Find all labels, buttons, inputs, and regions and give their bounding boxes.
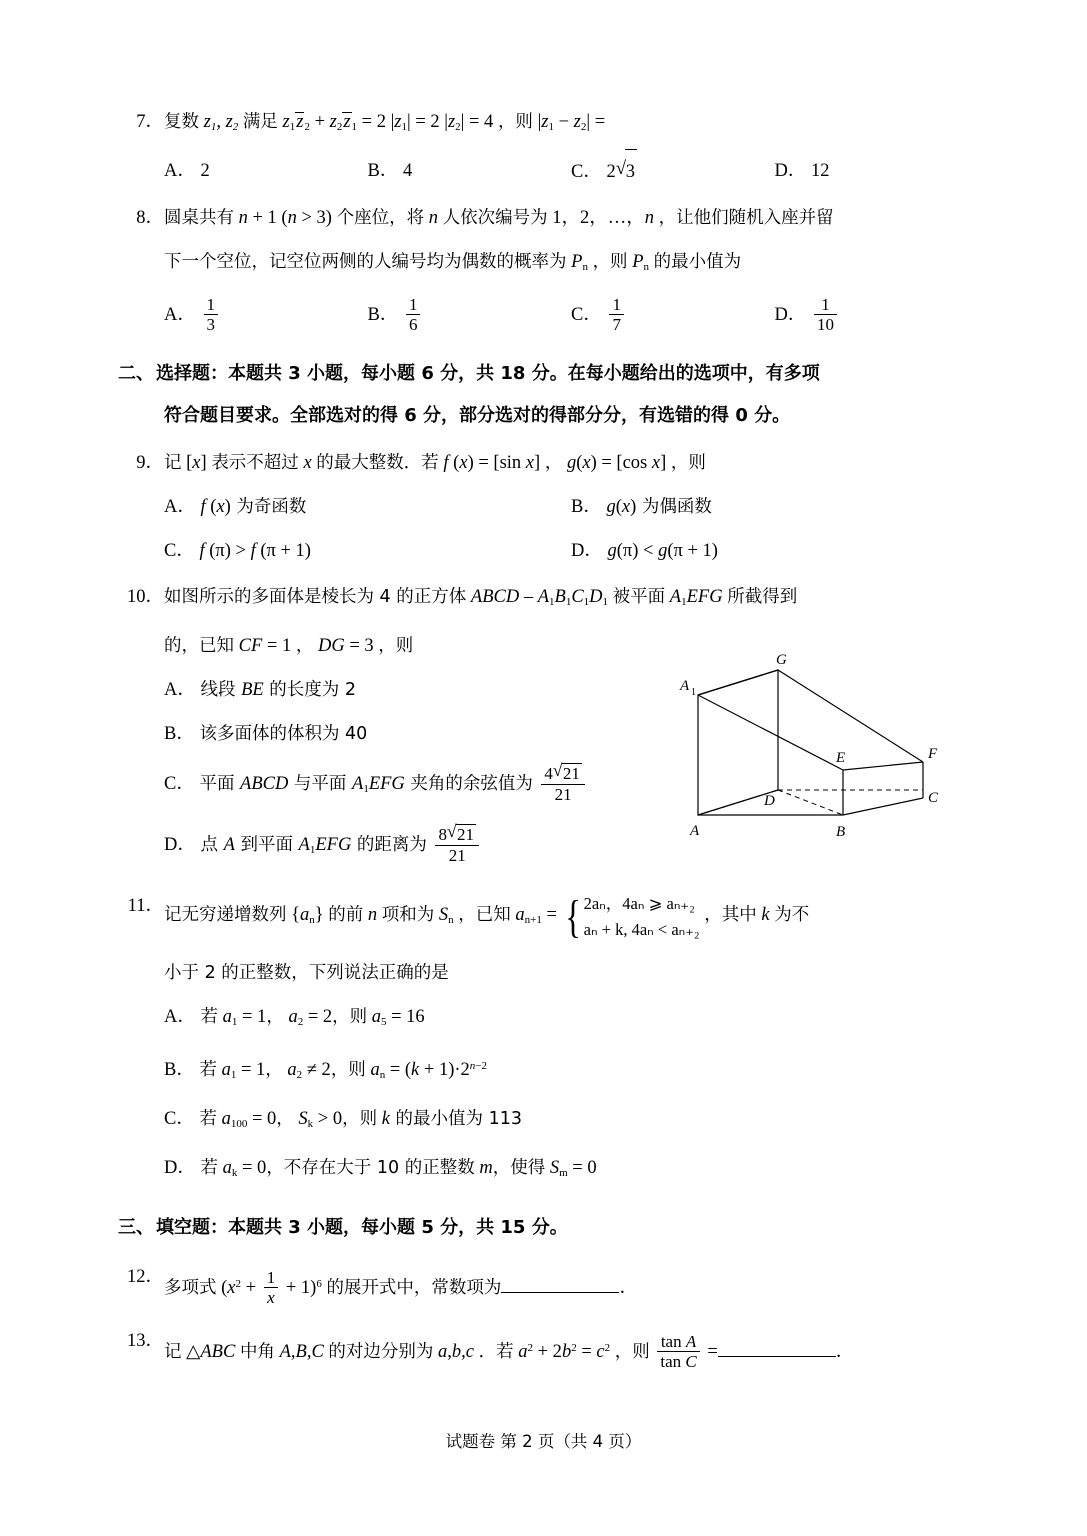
q13-g: ．若: [478, 1342, 514, 1362]
question-7-body: [164, 100, 978, 194]
q8-l1g: ，让他们随机入座并留: [658, 208, 834, 228]
question-9-options-row-1: [164, 485, 978, 529]
q12-c: ．: [619, 1278, 638, 1298]
q9-option-d[interactable]: D． g(π) < g(π + 1): [571, 541, 718, 561]
q7-option-d[interactable]: D． 12: [774, 161, 830, 181]
q13-f: a,b,c: [438, 1342, 474, 1362]
q7-option-a[interactable]: A． 2: [164, 161, 210, 181]
q9-a: 记: [164, 453, 182, 473]
question-13-stem: [164, 1319, 978, 1381]
svg-text:1: 1: [691, 687, 696, 698]
q11-l1b: $\{a_n\}$: [291, 905, 324, 926]
q13-i: ，则: [614, 1342, 650, 1362]
question-13: [118, 1319, 978, 1381]
question-12: [118, 1255, 978, 1317]
q10-l2d: DG = 3: [317, 636, 374, 656]
question-9-stem: [164, 441, 978, 485]
question-8-body: [164, 196, 978, 341]
svg-text:E: E: [836, 750, 846, 766]
q13-a: 记: [164, 1342, 182, 1362]
q13-answer-blank[interactable]: [718, 1356, 836, 1357]
q8-l2d: $P_n$: [632, 252, 649, 273]
q12-answer-blank[interactable]: [501, 1292, 619, 1293]
section-3-title: 填空题: [156, 1217, 210, 1238]
svg-text:F: F: [928, 746, 938, 762]
q9-g: ，: [544, 453, 563, 473]
q13-d: A,B,C: [279, 1342, 324, 1362]
q10-l1a: 如图所示的多面体是棱长为 4 的正方体: [164, 587, 467, 607]
q8-option-a[interactable]: A． $\frac{1}{3}$: [164, 289, 368, 341]
q8-l1a: 圆桌共有: [164, 208, 234, 228]
q13-b: △ABC: [186, 1342, 236, 1362]
q9-d: x: [303, 453, 312, 473]
q10-l1e: 所截得到: [727, 587, 798, 607]
question-11-body: [164, 884, 978, 1195]
q11-l1f: $S_n$: [438, 905, 454, 926]
svg-text:D: D: [764, 793, 775, 809]
q9-b: [x]: [186, 453, 207, 473]
q8-l2a: 下一个空位，记空位两侧的人编号均为偶数的概率为: [164, 252, 567, 272]
q9-option-b[interactable]: B． g(x) 为偶函数: [571, 497, 712, 517]
question-9: [118, 441, 978, 573]
q13-k: ．: [835, 1342, 855, 1362]
q9-i: ，则: [670, 453, 706, 473]
q8-l2e: 的最小值为: [653, 252, 742, 272]
page-footer: 试题卷 第 2 页（共 4 页）: [445, 1432, 642, 1451]
q13-c: 中角: [239, 1342, 275, 1362]
q9-h: g(x) = [cos x]: [566, 453, 667, 473]
q7-expr-end: $|z_1 - z_2|$ =: [537, 112, 606, 133]
q10-l1b: ABCD – $A_1B_1C_1D_1$: [470, 587, 609, 608]
q9-option-c[interactable]: C． f (π) > f (π + 1): [164, 541, 311, 561]
q9-f: f (x) = [sin x]: [443, 453, 541, 473]
q11-option-c[interactable]: C． 若 $a_{100} = 0$， $S_k > 0$，则 k 的最小值为 113: [164, 1109, 522, 1130]
question-9-number: 9．: [136, 453, 164, 473]
question-12-number: 12．: [126, 1267, 164, 1287]
q11-l1k: 为不: [774, 905, 810, 925]
q12-a: 多项式: [164, 1278, 217, 1298]
q13-e: 的对边分别为: [328, 1342, 434, 1362]
question-11: [118, 884, 978, 1195]
question-12-stem: [164, 1255, 978, 1317]
q9-option-a[interactable]: A． f (x) 为奇函数: [164, 497, 307, 517]
q8-l1b: n + 1 (n > 3): [238, 208, 332, 228]
q9-e: 的最大整数．若: [316, 453, 439, 473]
q12-b: 的展开式中，常数项为: [326, 1278, 502, 1298]
section-2-index: 二、: [118, 363, 154, 384]
q13-j: =: [707, 1342, 718, 1362]
q8-l1f: 1，2，…，n: [552, 208, 654, 228]
q10-option-a[interactable]: A． 线段 BE 的长度为 2: [164, 680, 356, 700]
question-11-number: 11．: [127, 896, 164, 916]
question-13-body: [164, 1319, 978, 1381]
question-7-number: 7．: [136, 112, 164, 132]
q10-l2b: CF = 1: [238, 636, 292, 656]
q8-l1d: n: [428, 208, 438, 228]
question-8-stem-line-2: [164, 240, 978, 289]
q10-option-d[interactable]: D． 点 A 到平面 $A_1EFG$ 的距离为 $\frac{8 √ 21}{21}$: [164, 817, 684, 878]
q11-option-d[interactable]: D． 若 $a_k = 0$，不存在大于 10 的正整数 m，使得 $S_m = 0$: [164, 1158, 597, 1179]
q11-l1h: $a_{n+1}$ =: [515, 905, 557, 926]
section-2-text-2: 符合题目要求。全部选对的得 6 分，部分选对的得部分分，有选错的得 0 分。: [164, 405, 791, 426]
q7-option-b[interactable]: B． 4: [367, 161, 413, 181]
q7-vars: $z_1$, $z_2$: [203, 112, 239, 133]
question-9-body: [164, 441, 978, 573]
section-3-heading: [118, 1207, 978, 1249]
q12-expr: ($x^2$ + $\frac{1}{x}$ + 1)$^6$: [221, 1267, 322, 1308]
q11-option-a[interactable]: A． 若 $a_1 = 1$， $a_2 = 2$，则 $a_5 = 16$: [164, 1007, 425, 1028]
q11-l1i: ，其中: [704, 905, 757, 925]
question-8-number: 8．: [136, 208, 164, 228]
q10-l2e: ，则: [378, 636, 414, 656]
q10-option-b[interactable]: B． 该多面体的体积为 40: [164, 724, 368, 744]
svg-text:C: C: [928, 790, 939, 806]
q8-option-b[interactable]: B． $\frac{1}{6}$: [368, 289, 572, 341]
q13-h: $a^2 + 2b^2 = c^2$: [518, 1342, 611, 1362]
q11-l1j: k: [761, 905, 770, 925]
question-11-stem-line-1: [164, 884, 978, 951]
q7-option-c[interactable]: C． 2 √ 3: [571, 149, 775, 194]
q11-l1c: 的前: [328, 905, 364, 925]
svg-text:A: A: [690, 823, 700, 839]
question-8-stem-line-1: [164, 196, 978, 240]
q10-l1d: $A_1EFG$: [669, 587, 723, 608]
question-12-body: [164, 1255, 978, 1317]
question-10-number: 10．: [126, 587, 164, 607]
q7-stem-then: ，则: [497, 112, 533, 132]
section-2-heading: [118, 353, 978, 437]
q9-c: 表示不超过: [211, 453, 299, 473]
question-8-options: [164, 289, 978, 341]
svg-text:A: A: [680, 678, 690, 694]
section-3-index: 三、: [118, 1217, 154, 1238]
q10-option-c[interactable]: C． 平面 ABCD 与平面 $A_1EFG$ 夹角的余弦值为 $\frac{4 √ 21}{21}$: [164, 756, 684, 817]
section-2-text: ：本题共 3 小题，每小题 6 分，共 18 分。在每小题给出的选项中，有多项: [210, 363, 820, 384]
q11-l1d: n: [367, 905, 378, 925]
q8-l1e: 人依次编号为: [442, 208, 548, 228]
svg-text:B: B: [836, 824, 846, 840]
q11-l1e: 项和为: [381, 905, 435, 925]
question-10-body: [164, 575, 978, 878]
question-8: [118, 196, 978, 341]
q11-l1a: 记无穷递增数列: [164, 905, 287, 925]
q8-l1c: 个座位，将: [336, 208, 425, 228]
section-3-text: ：本题共 3 小题，每小题 5 分，共 15 分。: [210, 1217, 568, 1238]
q11-case-1: 2aₙ，4aₙ ⩾ aₙ₊₂: [583, 893, 695, 913]
q7-expr: $z_1z_2 + z_2z_1 = 2$ $|z_1| = 2$ $|z_2| = 4$: [282, 112, 498, 133]
q8-option-c[interactable]: C． $\frac{1}{7}$: [571, 289, 775, 341]
q11-case-2: aₙ + k, 4aₙ < aₙ₊₂: [583, 919, 700, 939]
solid-figure-svg: [678, 650, 978, 860]
q10-l2c: ，: [295, 636, 314, 656]
question-11-stem-line-2: 小于 2 的正整数，下列说法正确的是: [164, 963, 449, 983]
q7-stem-mid: 满足: [242, 112, 278, 132]
q10-l1c: 被平面: [612, 587, 666, 607]
question-9-options-row-2: [164, 529, 978, 573]
question-10-stem-line-1: [164, 575, 978, 624]
question-10-figure: [678, 650, 978, 877]
question-7-options: [164, 149, 978, 194]
question-7: [118, 100, 978, 194]
question-10: [118, 575, 978, 878]
q7-stem-pre: 复数: [164, 112, 199, 132]
q11-l1g: ，已知: [458, 905, 511, 925]
page-content: [118, 100, 978, 1383]
svg-text:G: G: [776, 652, 787, 668]
question-7-stem: [164, 100, 978, 149]
question-13-number: 13．: [126, 1331, 164, 1351]
q11-option-b[interactable]: B． 若 $a_1 = 1$， $a_2 \ne 2$，则 $a_n = (k + 1)\cdot 2^{n-2}$: [164, 1060, 487, 1081]
q11-cases: { 2aₙ，4aₙ ⩾ aₙ₊₂ aₙ + k, 4aₙ < aₙ₊₂: [564, 890, 700, 942]
section-2-title: 选择题: [156, 363, 210, 384]
q8-option-d[interactable]: D． $\frac{1}{10}$: [775, 289, 979, 341]
q13-fraction: $\frac{\text{tan A}}{\text{tan C}}$: [657, 1332, 699, 1372]
q10-l2a: 的，已知: [164, 636, 234, 656]
q8-l2b: $P_n$: [571, 252, 588, 273]
q8-l2c: ，则: [592, 252, 628, 272]
